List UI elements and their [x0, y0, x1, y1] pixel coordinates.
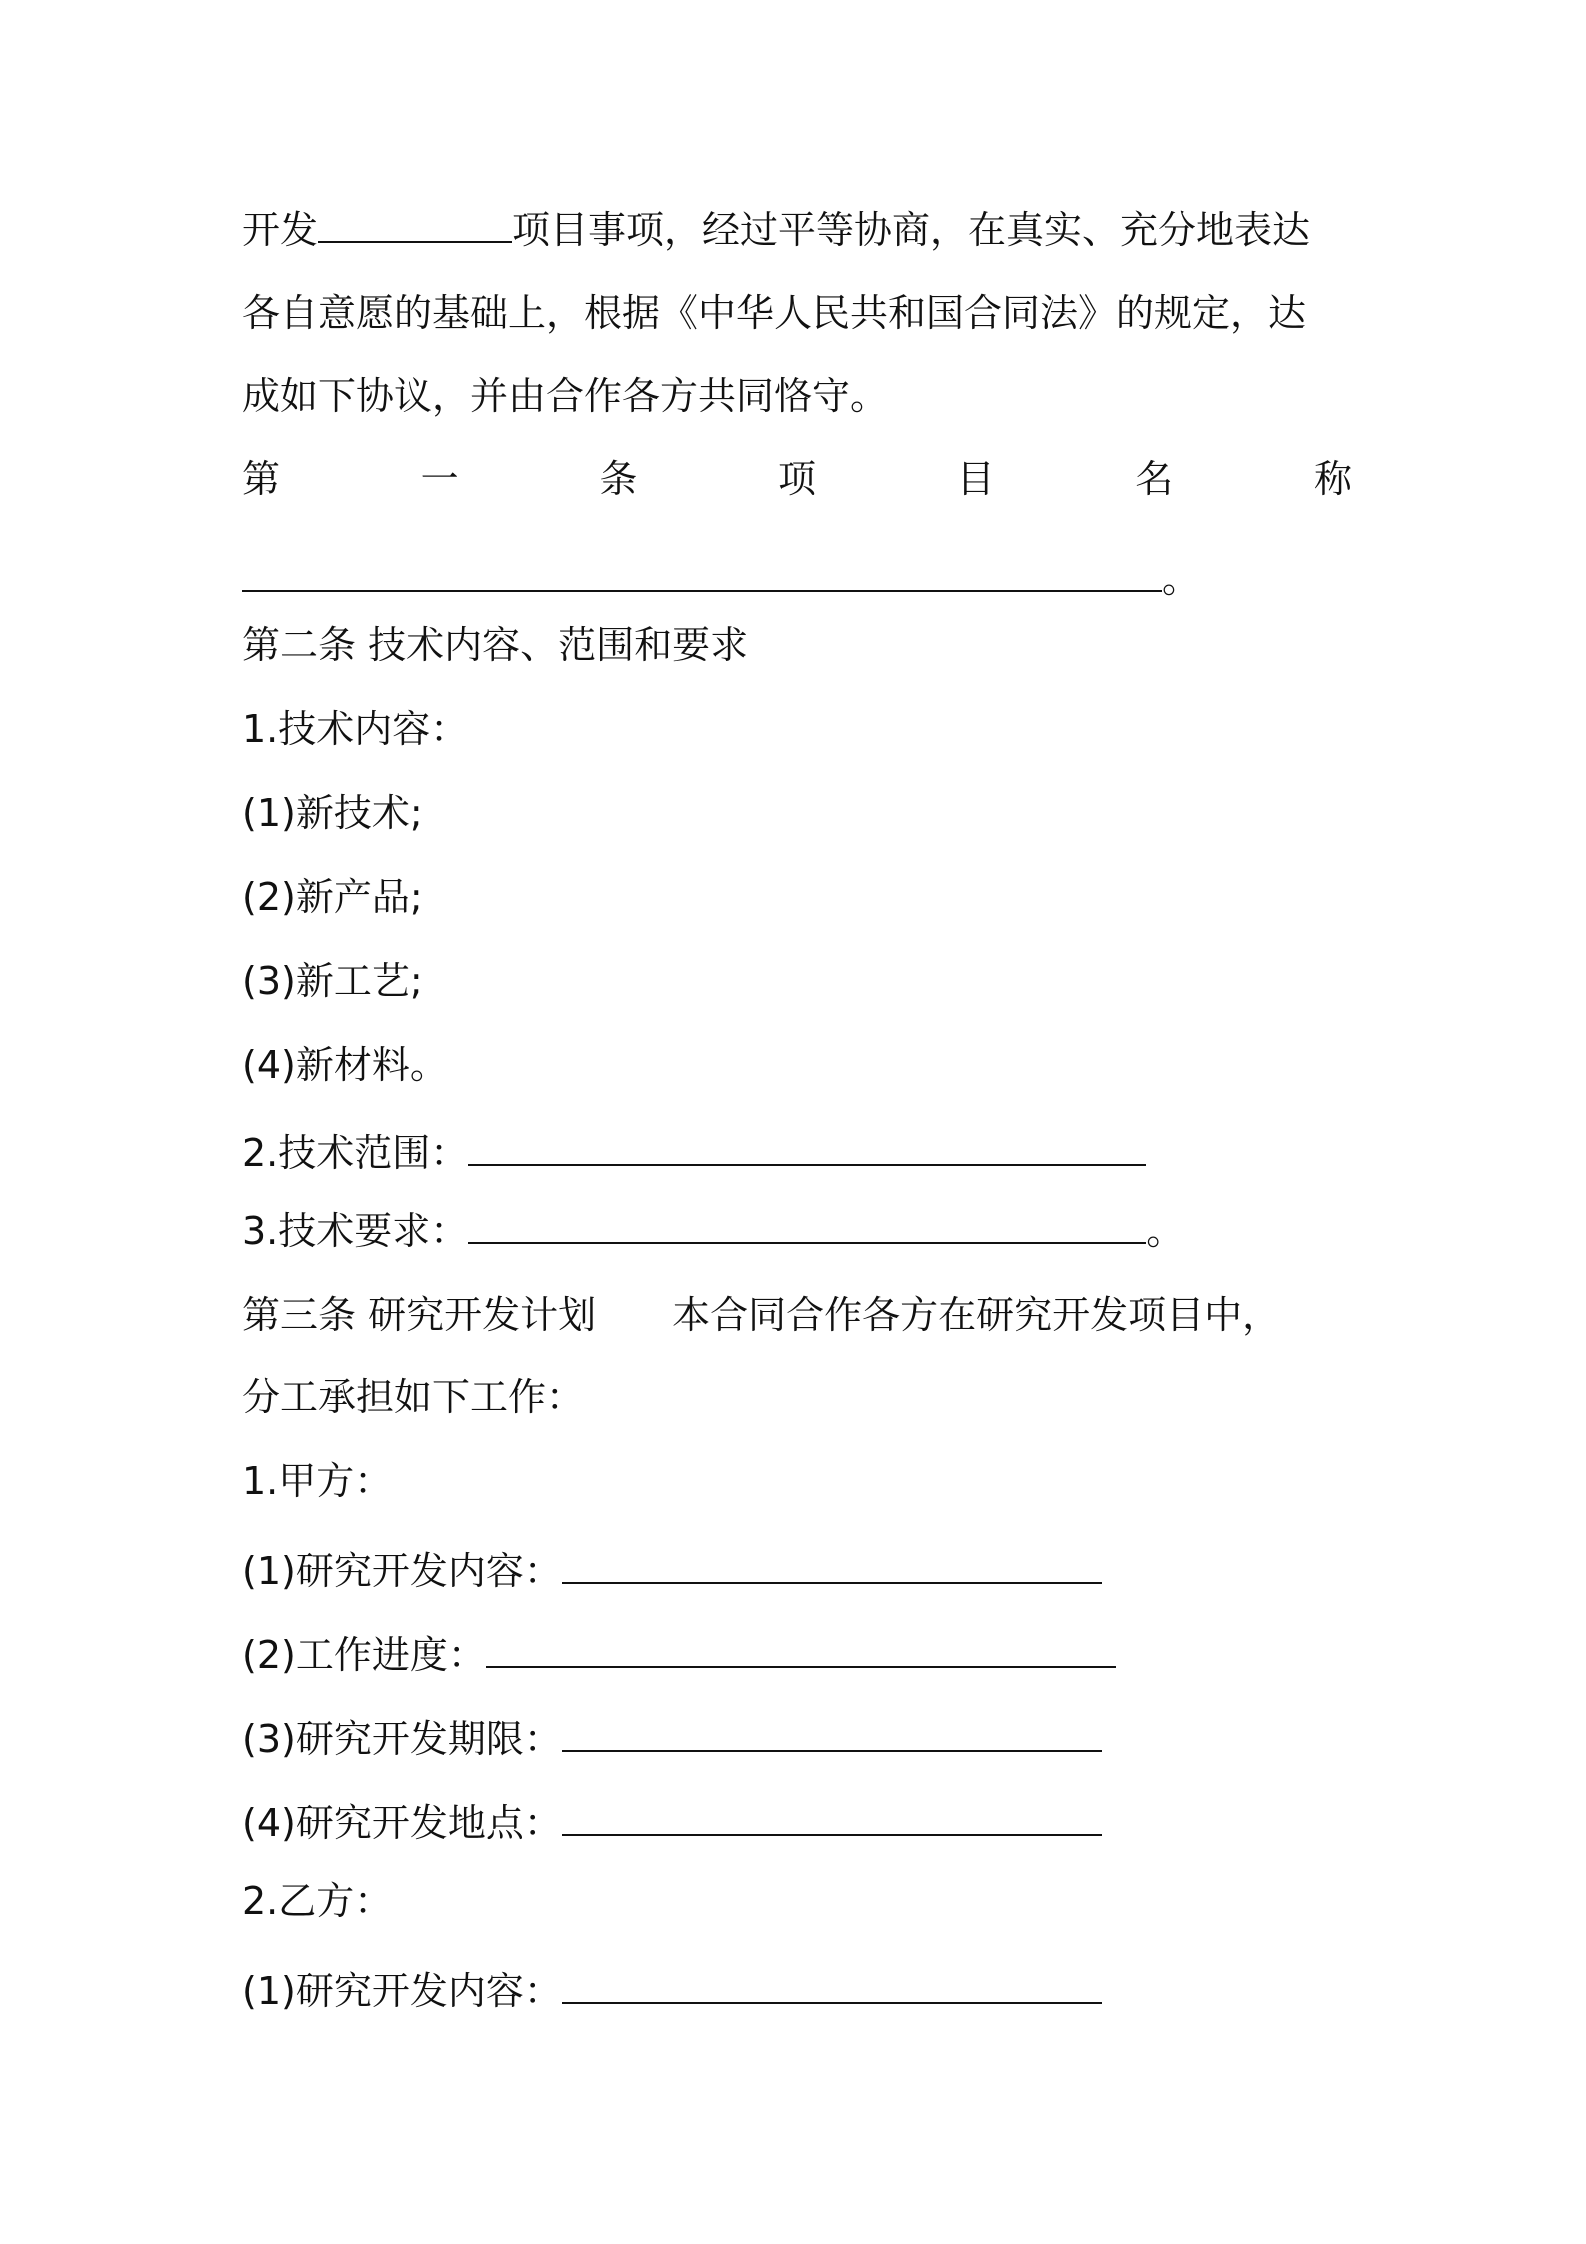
party-a-item-blank — [562, 1800, 1102, 1836]
project-blank — [318, 207, 512, 243]
tech-item: (2)新产品; — [242, 875, 423, 919]
tech-req-blank — [468, 1208, 1146, 1244]
article-3-title-rest: 本合同合作各方在研究开发项目中， — [672, 1293, 1281, 1337]
article-3-line-2: 分工承担如下工作： — [242, 1375, 585, 1419]
intro-line-1-start: 开发 — [242, 208, 319, 252]
party-a-item — [242, 1628, 1352, 1682]
tech-scope-blank — [468, 1130, 1146, 1166]
tech-req-label: 3.技术要求： — [242, 1209, 469, 1253]
party-a-item-label: (2)工作进度： — [242, 1633, 486, 1677]
party-a-item — [242, 1712, 1352, 1766]
article-3-title: 第三条 研究开发计划 — [242, 1293, 597, 1337]
article-1-char: 项 — [777, 457, 816, 501]
article-1-char: 名 — [1135, 457, 1174, 501]
project-name-blank — [242, 556, 1162, 592]
party-a-item-label: (4)研究开发地点： — [242, 1801, 562, 1845]
tech-scope-label: 2.技术范围： — [242, 1131, 469, 1175]
party-b-item-blank — [562, 1968, 1102, 2004]
project-name-line — [242, 552, 1352, 606]
tech-scope-line — [242, 1126, 1352, 1180]
party-b-item — [242, 1964, 1352, 2018]
article-1-char: 第 — [242, 457, 281, 501]
party-a-item-blank — [562, 1716, 1102, 1752]
article-1-char: 称 — [1313, 457, 1352, 501]
tech-req-end: 。 — [1146, 1209, 1185, 1253]
tech-content-label: 1.技术内容： — [242, 707, 469, 751]
tech-item: (4)新材料。 — [242, 1043, 448, 1087]
project-name-end: 。 — [1162, 557, 1201, 601]
party-a-item — [242, 1544, 1352, 1598]
party-b-label: 2.乙方： — [242, 1879, 393, 1923]
tech-item: (1)新技术; — [242, 791, 423, 835]
article-3-title-line — [242, 1288, 1352, 1342]
intro-line-1-rest: 项目事项，经过平等协商，在真实、充分地表达 — [512, 208, 1311, 252]
party-b-item-label: (1)研究开发内容： — [242, 1969, 562, 2013]
intro-line-2: 各自意愿的基础上，根据《中华人民共和国合同法》的规定，达 — [242, 291, 1307, 335]
tech-item: (3)新工艺; — [242, 959, 423, 1003]
intro-line-3: 成如下协议，并由合作各方共同恪守。 — [242, 374, 889, 418]
article-1-char: 条 — [599, 457, 638, 501]
party-a-label: 1.甲方： — [242, 1459, 393, 1503]
party-a-item-label: (3)研究开发期限： — [242, 1717, 562, 1761]
party-a-item-label: (1)研究开发内容： — [242, 1549, 562, 1593]
party-a-item-blank — [562, 1548, 1102, 1584]
tech-req-line — [242, 1204, 1352, 1258]
article-2-title: 第二条 技术内容、范围和要求 — [242, 623, 749, 667]
intro-line-1 — [242, 203, 1352, 257]
party-a-item-blank — [486, 1632, 1116, 1668]
article-1-heading — [242, 452, 1352, 506]
article-1-char: 一 — [420, 457, 459, 501]
party-a-item — [242, 1796, 1352, 1850]
article-1-char: 目 — [956, 457, 995, 501]
